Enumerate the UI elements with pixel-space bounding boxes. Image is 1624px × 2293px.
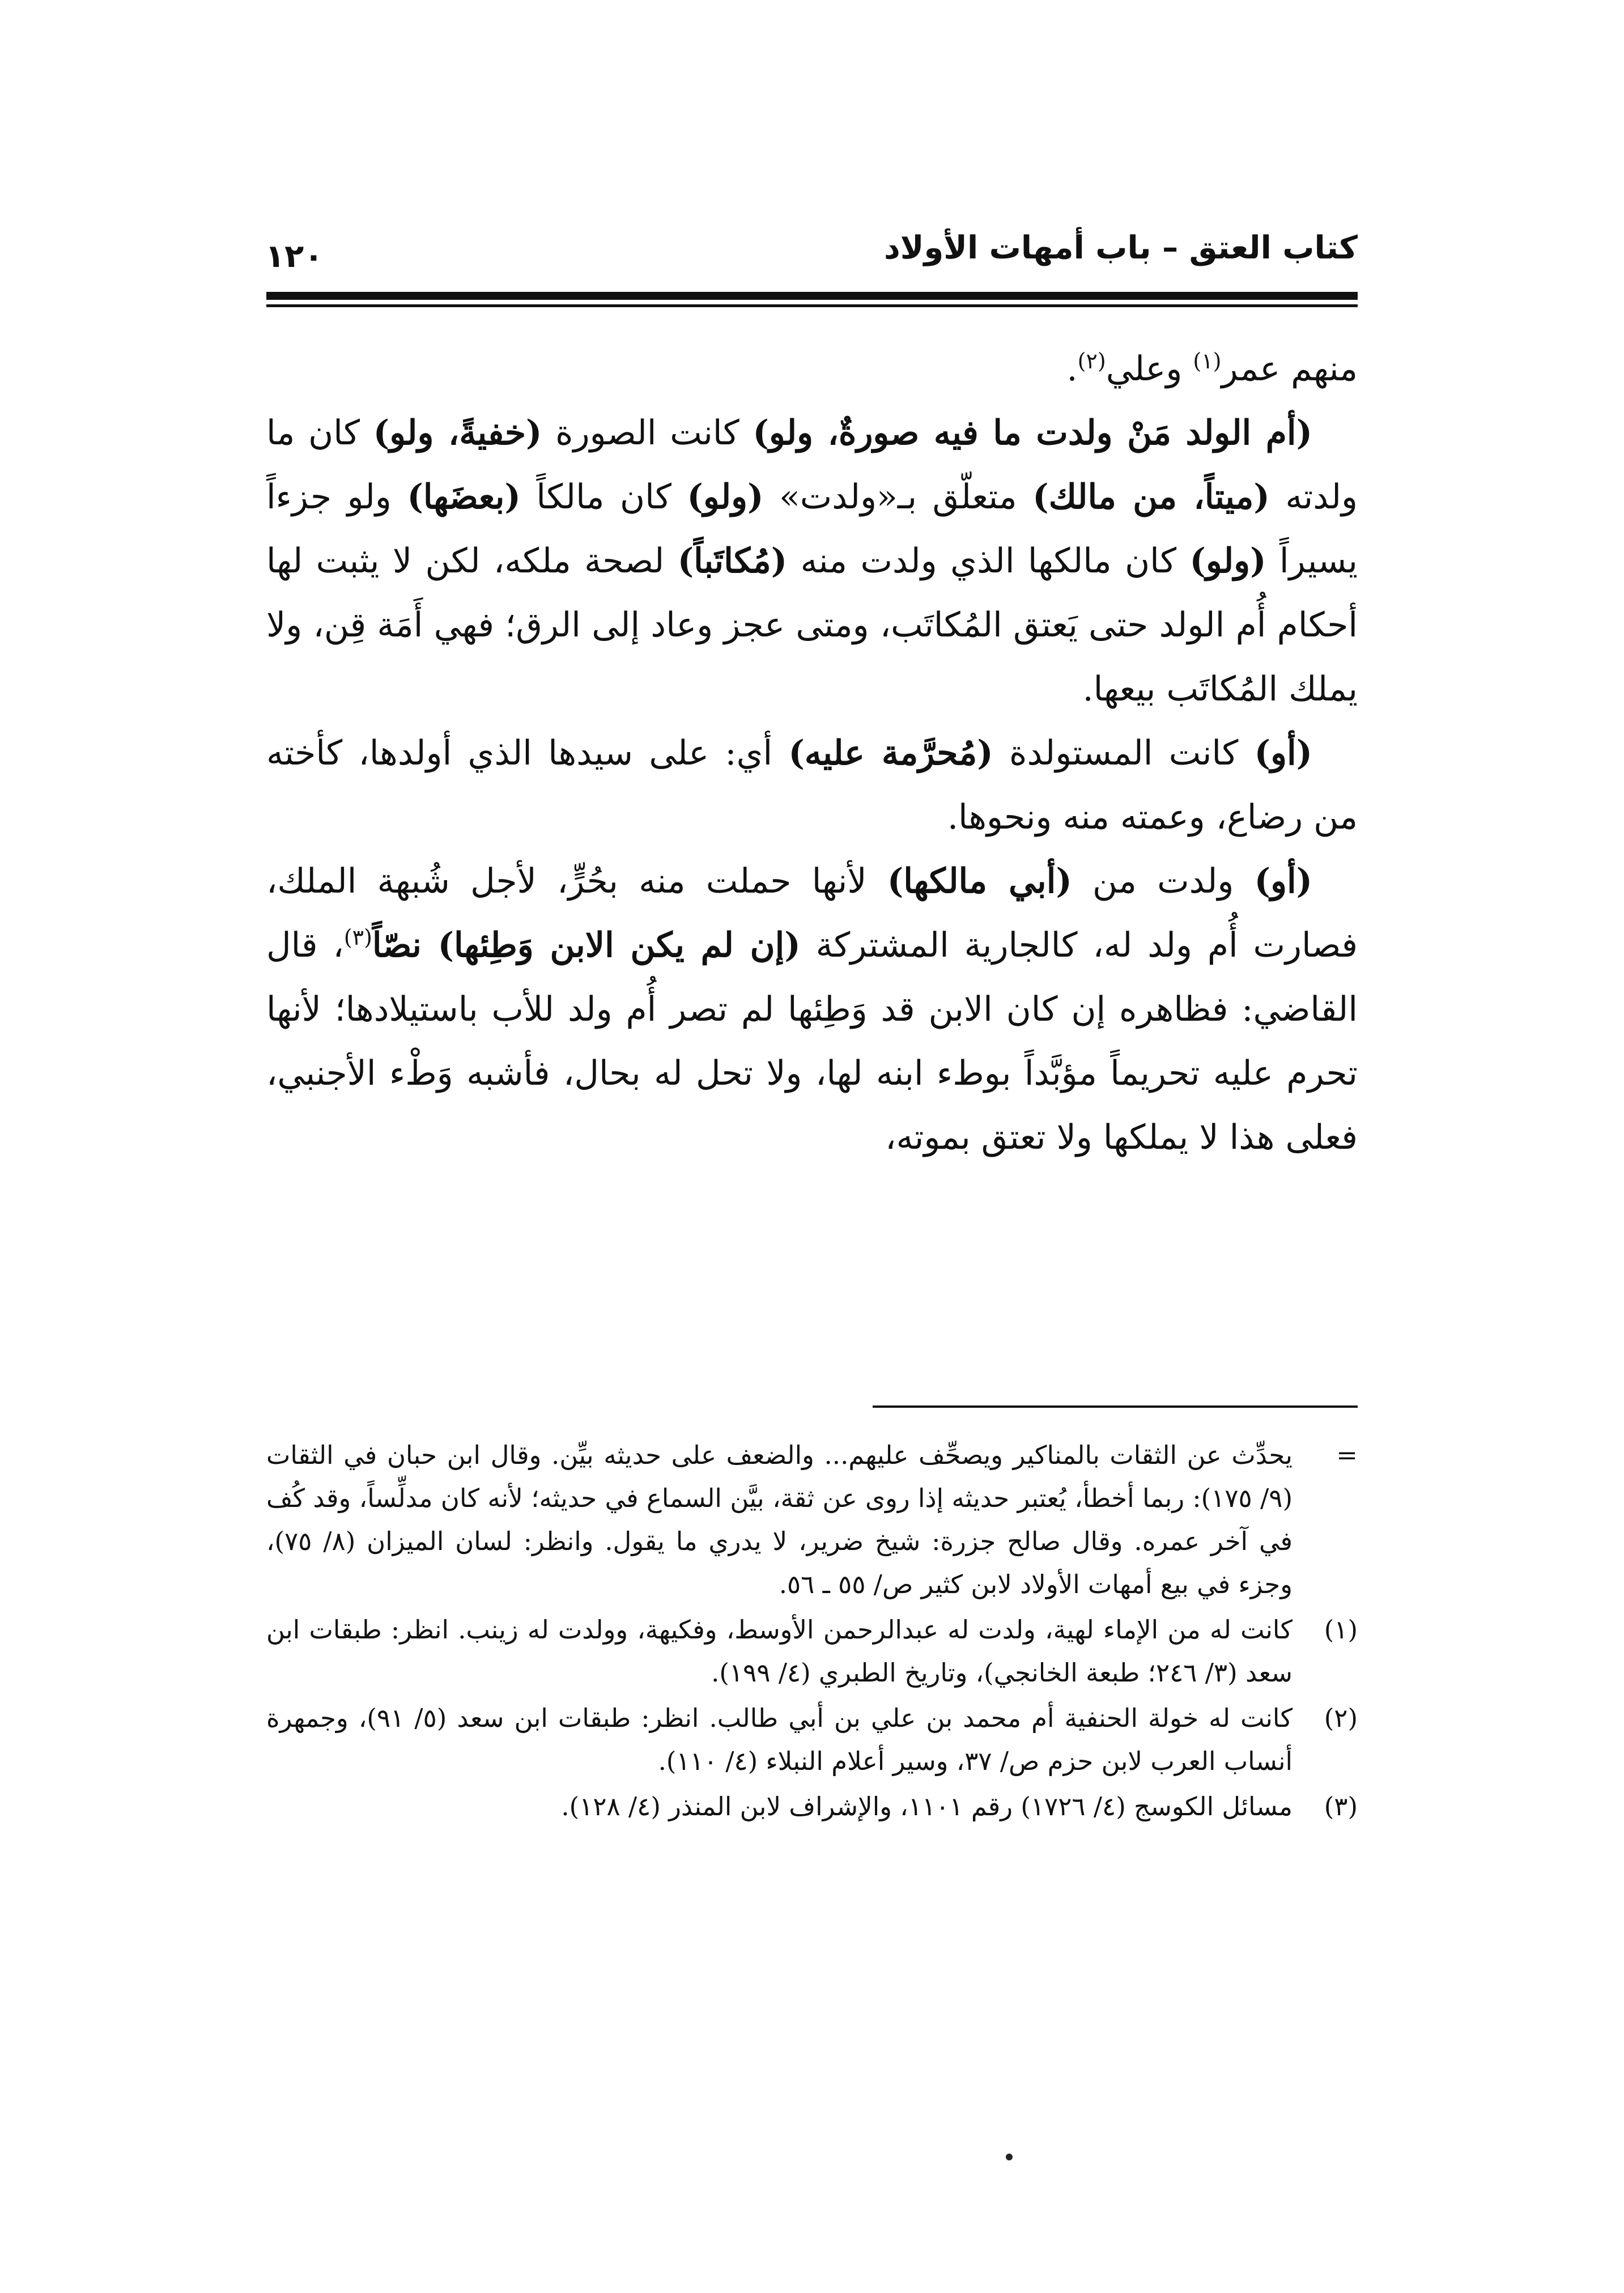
paragraph-3	[266, 721, 1358, 850]
footnote-marker: (٣)	[1324, 1791, 1358, 1821]
footnote-text: كانت له خولة الحنفية أم محمد بن علي بن أبي طالب. انظر: طبقات ابن سعد (٥/ ٩١)، وجمهرة أنساب العرب لابن حزم ص/ ٣٧، وسير أعلام النبلاء (٤/ ١١٠).	[266, 1703, 1293, 1776]
text-run: لأنها حملت منه بحُرٍّ، لأجل شُبهة الملك، فصارت أُم ولد له، كالجارية المشتركة	[266, 861, 1358, 965]
text-run: ولدت من	[1072, 861, 1255, 901]
footnotes	[266, 1434, 1358, 1828]
bold-run: (أو)	[1254, 861, 1313, 901]
footnote-marker: (٢)	[1324, 1703, 1358, 1733]
footnote-2	[266, 1697, 1358, 1783]
bold-run: (بعضَها)	[407, 477, 521, 517]
bold-run: (أبي مالكها)	[887, 861, 1072, 901]
bold-run: (أم الولد مَنْ ولدت ما فيه صورةٌ، ولو)	[753, 413, 1312, 453]
text-run: كان مالكاً	[520, 477, 687, 517]
text-run: .	[1066, 349, 1078, 389]
text-run: منهم عمر	[1221, 349, 1358, 389]
text-run: لصحة ملكه، لكن لا يثبت لها أحكام أُم الولد حتى يَعتق المُكاتَب، ومتى عجز وعاد إلى الرق؛ فهي أَمَة قِن، ولا يملك المُكاتَب بيعها.	[266, 541, 1358, 709]
bold-run: (مُكاتَباً)	[677, 541, 788, 581]
footnote-marker: =	[1336, 1440, 1358, 1470]
text-run: كان ما ولدته	[266, 413, 1358, 517]
bold-run: (مُحرَّمة عليه)	[788, 733, 993, 773]
header-rule-thick	[266, 292, 1358, 300]
footnote-ref-1: (١)	[1193, 349, 1222, 373]
page-dot-mark	[1006, 2154, 1013, 2160]
footnote-text: مسائل الكوسج (٤/ ١٧٢٦) رقم ١١٠١، والإشراف لابن المنذر (٤/ ١٢٨).	[561, 1791, 1293, 1821]
footnote-text: يحدِّث عن الثقات بالمناكير ويصحِّف عليهم... والضعف على حديثه بيِّن. وقال ابن حبان في الثقات (٩/ ١٧٥): ربما أخطأ، يُعتبر حديثه إذا روى عن ثقة، بيَّن السماع في حديثه؛ لأنه كان مدلِّساً، وقد كُف في آخر عمره. وقال صالح جزرة: شيخ ضرير، لا يدري ما يقول. وانظر: لسان الميزان (٨/ ٧٥)، وجزء في بيع أمهات الأولاد لابن كثير ص/ ٥٥ ـ ٥٦.	[266, 1440, 1293, 1599]
text-run: كانت الصورة	[542, 413, 753, 453]
paragraph-1	[266, 337, 1358, 401]
bold-run: (ولو)	[687, 477, 764, 517]
paragraph-2	[266, 401, 1358, 721]
text-run: وعلي	[1106, 349, 1193, 389]
footnote-1	[266, 1608, 1358, 1695]
text-run: كان مالكها الذي ولدت منه	[787, 541, 1190, 581]
footnote-3	[266, 1785, 1358, 1828]
text-run: كانت المستولدة	[993, 733, 1255, 773]
bold-run: (ولو)	[1189, 541, 1266, 581]
header-rule-thin	[266, 304, 1358, 307]
bold-run: (ميتاً، من مالك)	[1032, 477, 1270, 517]
footnote-marker: (١)	[1324, 1615, 1358, 1645]
main-text	[266, 337, 1358, 1170]
text-run: متعلّق بـ«ولدت»	[763, 477, 1033, 517]
bold-run: (إن لم يكن الابن وَطِئها) نصّاً	[372, 925, 801, 965]
footnote-text: كانت له من الإماء لهية، ولدت له عبدالرحمن الأوسط، وفكيهة، وولدت له زينب. انظر: طبقات ابن سعد (٣/ ٢٤٦؛ طبعة الخانجي)، وتاريخ الطبري (٤/ ١٩٩).	[266, 1615, 1293, 1688]
text-run: ، قال القاضي: فظاهره إن كان الابن قد وَطِئها لم تصر أُم ولد للأب باستيلادها؛ لأنها تحرم عليه تحريماً مؤبَّداً بوطء ابنه لها، ولا تحل له بحال، فأشبه وَطْء الأجنبي، فعلى هذا لا يملكها ولا تعتق بموته،	[266, 925, 1358, 1157]
running-head: كتاب العتق – باب أمهات الأولاد	[884, 230, 1358, 266]
text-run: أي: على سيدها الذي أولدها، كأخته من رضاع، وعمته منه ونحوها.	[266, 733, 1358, 837]
footnote-ref-3: (٣)	[343, 925, 372, 950]
bold-run: (أو)	[1254, 733, 1312, 773]
footnote-separator	[873, 1405, 1358, 1408]
bold-run: (خفيةً، ولو)	[373, 413, 542, 453]
text-run: ولو جزءاً يسيراً	[266, 477, 1358, 581]
paragraph-4	[266, 850, 1358, 1170]
footnote-ref-2: (٢)	[1077, 349, 1106, 373]
footnote-continuation	[266, 1434, 1358, 1606]
page-number: ١٢٠	[265, 238, 324, 275]
